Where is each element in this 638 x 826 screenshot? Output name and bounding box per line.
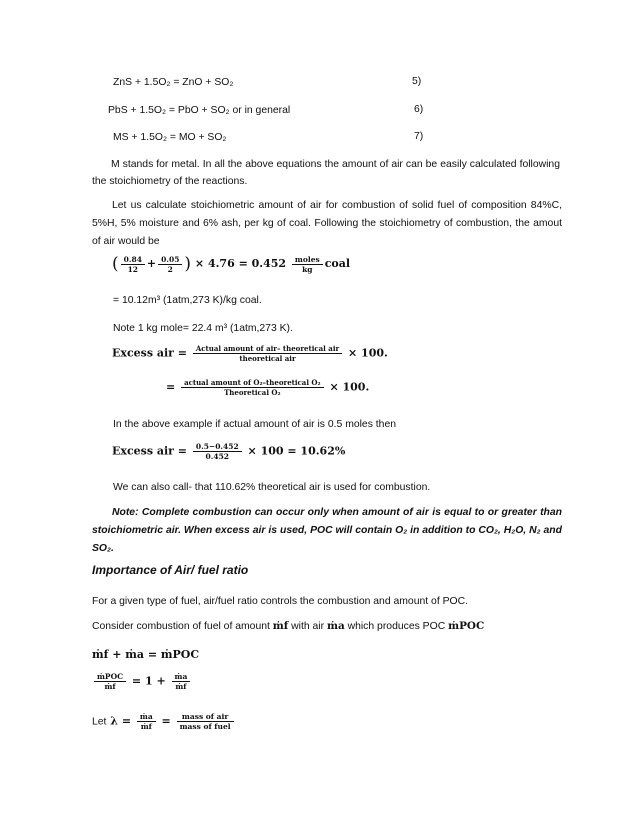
formula-air-tail: × 4.76 = 0.452 bbox=[194, 257, 287, 270]
formula-excess-air-2 bbox=[166, 378, 369, 397]
line-theoretical-air: We can also call- that 110.62% theoretical air is used for combustion. bbox=[113, 482, 431, 493]
formula-excess1-lhs: Excess air = bbox=[112, 346, 188, 360]
formula-ratio bbox=[92, 672, 192, 691]
line-consider-b: with air bbox=[291, 621, 325, 632]
formula-excess2-den: Theoretical O₂ bbox=[224, 388, 281, 397]
line-fuel-ratio: For a given type of fuel, air/fuel ratio controls the combustion and amount of POC. bbox=[92, 596, 468, 607]
formula-lambda bbox=[92, 712, 236, 731]
formula-excess1-num: Actual amount of air– theoretical air bbox=[193, 344, 342, 354]
section-heading: Importance of Air/ fuel ratio bbox=[92, 563, 249, 577]
formula-excess-air-1 bbox=[112, 344, 388, 363]
line-note-kgmole: Note 1 kg mole= 22.4 m³ (1atm,273 K). bbox=[113, 323, 293, 334]
formula-excess3-lhs: Excess air = bbox=[112, 444, 188, 458]
equation-6: PbS + 1.5O₂ = PbO + SO₂ or in general bbox=[108, 105, 291, 116]
formula-ratio-den2: ṁf bbox=[175, 682, 187, 691]
formula-ratio-mid: = 1 + bbox=[131, 674, 166, 688]
formula-air-d1: 12 bbox=[127, 264, 138, 274]
formula-air-word: coal bbox=[324, 257, 351, 270]
line-volume: = 10.12m³ (1atm,273 K)/kg coal. bbox=[113, 295, 262, 306]
equation-6-number: 6) bbox=[414, 104, 424, 115]
formula-ratio-num: ṁPOC bbox=[94, 672, 126, 682]
formula-air-n1: 0.84 bbox=[121, 255, 145, 265]
formula-excess1-den: theoretical air bbox=[239, 354, 296, 363]
paragraph-metal: M stands for metal. In all the above equations the amount of air can be easily calculated following the stoichiometry of the reactions. bbox=[92, 159, 560, 187]
line-consider-c: which produces POC bbox=[347, 621, 446, 632]
formula-excess3-den: 0.452 bbox=[205, 452, 230, 461]
formula-excess2-tail: × 100. bbox=[329, 380, 370, 394]
formula-excess1-tail: × 100. bbox=[348, 346, 388, 360]
line-consider bbox=[92, 620, 484, 633]
paragraph-example: Let us calculate stoichiometric amount of air for combustion of solid fuel of composition 84%C, 5%H, 5% moisture and 6% ash, per kg of coal. Following the stoichiometry of combustion, the amout of air would be bbox=[92, 200, 562, 247]
formula-lambda-den: ṁf bbox=[140, 722, 152, 731]
line-consider-a: Consider combustion of fuel of amount bbox=[92, 621, 270, 632]
equation-5: ZnS + 1.5O₂ = ZnO + SO₂ bbox=[113, 77, 234, 88]
formula-ratio-num2: ṁa bbox=[172, 672, 191, 682]
formula-mass-balance: ṁf + ṁa = ṁPOC bbox=[92, 648, 200, 661]
formula-excess3-tail: × 100 = 10.62% bbox=[247, 444, 346, 458]
formula-air-plus: + bbox=[146, 257, 157, 270]
note-complete-combustion: Note: Complete combustion can occur only when amount of air is equal to or greater than stoichiometric air. When excess air is used, POC will contain O₂ in addition to CO₂, H₂O, N₂ and SO₂. bbox=[92, 507, 562, 554]
formula-lambda-den2: mass of fuel bbox=[179, 722, 231, 731]
formula-air-unit-num: moles bbox=[292, 255, 323, 265]
equation-7-number: 7) bbox=[414, 131, 424, 142]
formula-air-unit-den: kg bbox=[302, 264, 313, 274]
formula-lambda-let: Let bbox=[92, 716, 107, 728]
formula-excess3-num: 0.5−0.452 bbox=[193, 442, 242, 452]
formula-lambda-eq: = bbox=[161, 714, 171, 728]
formula-excess2-num: actual amount of O₂–theoretical O₂ bbox=[181, 378, 324, 388]
equation-5-number: 5) bbox=[412, 76, 422, 87]
formula-ratio-den: ṁf bbox=[104, 682, 116, 691]
symbol-ma: ṁa bbox=[326, 620, 345, 632]
formula-lambda-symbol: λ = bbox=[110, 714, 132, 728]
formula-air-amount: ( $\frac{0.84}{12}$ + $\frac{0.05}{2}$ ) × 4.76 = 0.452 $\frac{\text{moles}}{kg}$ coal bbox=[112, 254, 351, 274]
equation-7: MS + 1.5O₂ = MO + SO₂ bbox=[113, 132, 227, 143]
formula-lambda-num: ṁa bbox=[137, 712, 156, 722]
formula-excess-air-3 bbox=[112, 442, 345, 461]
formula-lambda-num2: mass of air bbox=[177, 712, 234, 722]
formula-air-n2: 0.05 bbox=[158, 255, 182, 265]
formula-excess2-lhs: = bbox=[166, 380, 176, 394]
line-actual-amount: In the above example if actual amount of air is 0.5 moles then bbox=[113, 419, 397, 430]
symbol-mf: ṁf bbox=[272, 620, 289, 632]
formula-air-d2: 2 bbox=[167, 264, 173, 274]
symbol-mpoc: ṁPOC bbox=[448, 620, 485, 632]
